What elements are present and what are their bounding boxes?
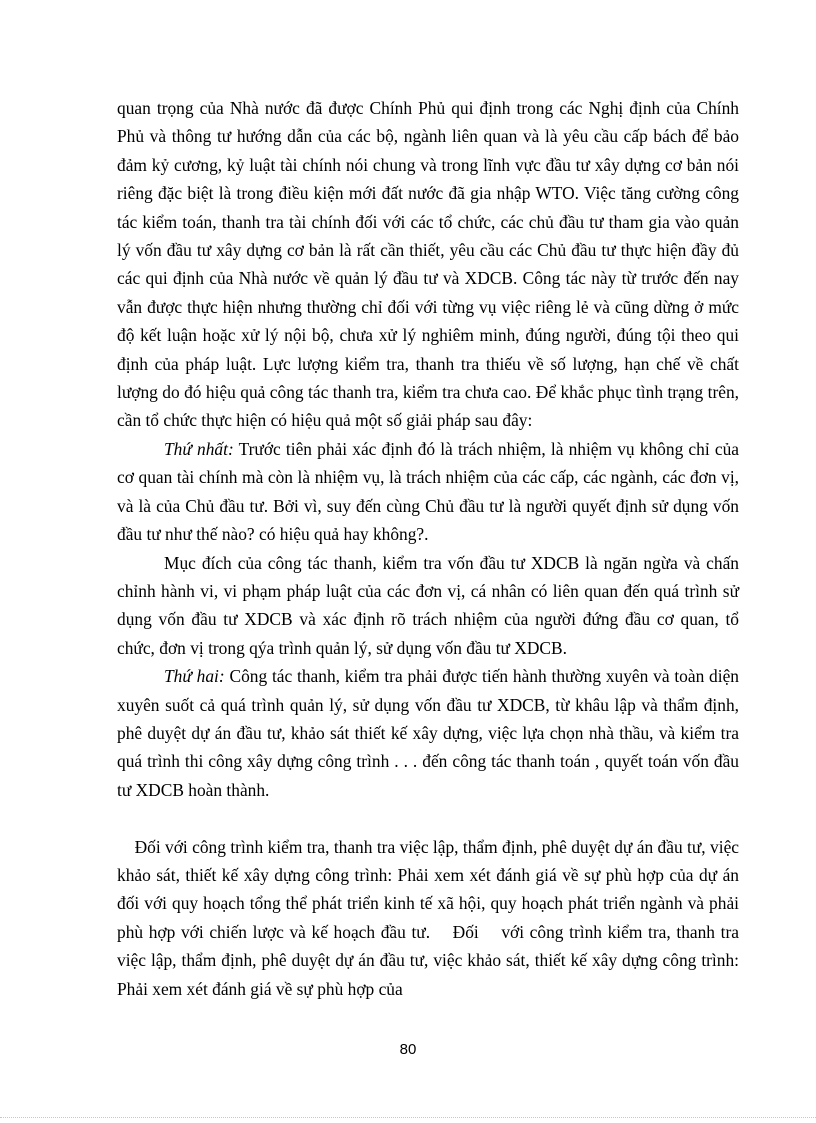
paragraph-lead: Thứ hai: [164,666,225,687]
paragraph-intro [117,94,739,435]
page-bottom-divider [0,1117,816,1118]
page-body [117,94,744,1031]
paragraph-purpose [117,549,739,663]
paragraph-project-review [117,804,744,1031]
paragraph-text: Mục đích của công tác thanh, kiểm tra vốn đầu tư XDCB là ngăn ngừa và chấn chỉnh hành vi, vi phạm pháp luật của các đơn vị, cá nhân có liên quan đến quá trình sử dụng vốn đầu tư XDCB và xác định rõ trách nhiệm của người đứng đầu cơ quan, tổ chức, đơn vị trong qýa trình quản lý, sử dụng vốn đầu tư XDCB. [117,552,739,658]
paragraph-text: Đối với công trình kiểm tra, thanh tra việc lập, thẩm định, phê duyệt dự án đầu tư, việc khảo sát, thiết kế xây dựng công trình: Phải xem xét đánh giá về sự phù hợp của dự án đối với quy hoạch tổng thể phát triển kinh tế xã hội, quy hoạch phát triển ngành và phải phù hợp với chiến lược và kế hoạch đầu tư. Đối với công trình kiểm tra, thanh tra việc lập, thẩm định, phê duyệt dự án đầu tư, việc khảo sát, thiết kế xây dựng công trình: Phải xem xét đánh giá về sự phù hợp của [117,836,744,999]
paragraph-text: quan trọng của Nhà nước đã được Chính Phủ qui định trong các Nghị định của Chính Phủ và thông tư hướng dẫn của các bộ, ngành liên quan và là yêu cầu cấp bách để bảo đảm kỷ cương, kỷ luật tài chính nói chung và trong lĩnh vực đầu tư xây dựng cơ bản nói riêng đặc biệt là trong điều kiện mới đất nước đã gia nhập WTO. Việc tăng cường công tác kiểm toán, thanh tra tài chính đối với các tổ chức, các chủ đầu tư tham gia vào quản lý vốn đầu tư xây dựng cơ bản là rất cần thiết, yêu cầu các Chủ đầu tư thực hiện đầy đủ các qui định của Nhà nước về quản lý đầu tư và XDCB. Công tác này từ trước đến nay vẫn được thực hiện nhưng thường chỉ đối với từng vụ việc riêng lẻ và cũng dừng ở mức độ kết luận hoặc xử lý nội bộ, chưa xử lý nghiêm minh, đúng người, đúng tội theo qui định của pháp luật. Lực lượng kiểm tra, thanh tra thiếu về số lượng, hạn chế về chất lượng do đó hiệu quả công tác thanh tra, kiểm tra chưa cao. Để khắc phục tình trạng trên, cần tổ chức thực hiện có hiệu quả một số giải pháp sau đây: [117,98,739,431]
page-number: 80 [399,1041,417,1058]
paragraph-text: Trước tiên phải xác định đó là trách nhiệm, là nhiệm vụ không chỉ của cơ quan tài chính mà còn là nhiệm vụ, là trách nhiệm của các cấp, các ngành, các đơn vị, và là của Chủ đầu tư. Bởi vì, suy đến cùng Chủ đầu tư là người quyết định sử dụng vốn đầu tư như thế nào? có hiệu quả hay không?. [117,438,739,545]
paragraph-text: Công tác thanh, kiểm tra phải được tiến hành thường xuyên và toàn diện xuyên suốt cả quá trình quản lý, sử dụng vốn đầu tư XDCB, từ khâu lập và thẩm định, phê duyệt dự án đầu tư, khảo sát thiết kế xây dựng, việc lựa chọn nhà thầu, và kiểm tra quá trình thi công xây dựng công trình . . . đến công tác thanh toán , quyết toán vốn đầu tư XDCB hoàn thành. [117,666,739,800]
paragraph-first-point [117,435,739,549]
paragraph-lead: Thứ nhất: [164,438,234,459]
paragraph-second-point [117,662,739,804]
